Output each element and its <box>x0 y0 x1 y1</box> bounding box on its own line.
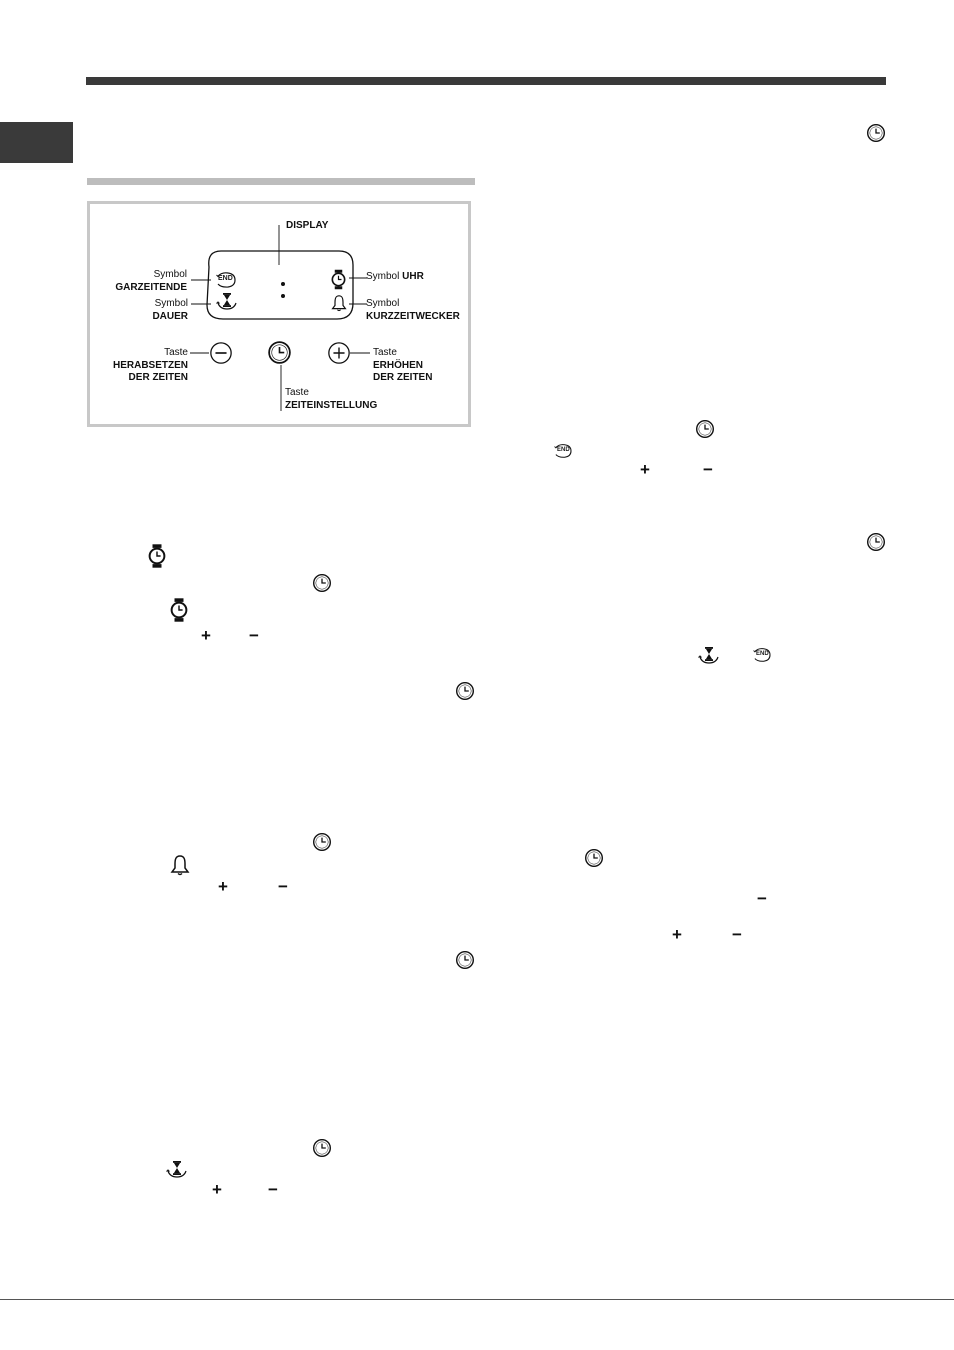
hourglass-icon <box>216 292 238 310</box>
herabsetzen-label <box>100 347 188 385</box>
bell-icon <box>170 854 190 876</box>
clock-button-icon <box>312 573 332 593</box>
symbol-word: Symbol <box>366 271 400 282</box>
language-tab <box>0 122 73 163</box>
bell-icon <box>331 294 347 312</box>
taste-word: Taste <box>164 347 188 358</box>
dauer-text: DAUER <box>152 310 188 322</box>
watch-icon <box>170 596 188 624</box>
hourglass-icon <box>166 1160 188 1178</box>
symbol-word: Symbol <box>154 298 188 309</box>
garzeitende-label <box>100 269 187 294</box>
erhoehen-line1: ERHÖHEN <box>373 359 424 371</box>
erhoehen-line2: DER ZEITEN <box>373 372 433 383</box>
hourglass-icon <box>698 646 720 664</box>
plus-symbol: + <box>672 925 682 944</box>
section-rule <box>87 178 475 185</box>
end-glyph: END <box>756 651 769 657</box>
plus-symbol: + <box>212 1180 222 1199</box>
dauer-label <box>100 298 188 323</box>
kurzzeitwecker-text: KURZZEITWECKER <box>366 310 460 322</box>
clock-button-icon <box>866 532 886 552</box>
minus-symbol: − <box>703 460 713 479</box>
clock-button-icon[interactable] <box>267 340 292 365</box>
plus-button-icon[interactable] <box>327 341 351 365</box>
display-label: DISPLAY <box>286 220 329 231</box>
plus-symbol: + <box>218 877 228 896</box>
clock-button-icon <box>866 123 886 143</box>
herabsetzen-line2: DER ZEITEN <box>128 372 188 383</box>
erhoehen-label <box>373 347 432 385</box>
minus-symbol: − <box>732 925 742 944</box>
watch-icon <box>148 542 166 570</box>
clock-button-icon <box>312 832 332 852</box>
uhr-text: UHR <box>402 271 424 282</box>
minus-button-icon[interactable] <box>209 341 233 365</box>
header-rule <box>86 77 886 85</box>
clock-button-icon <box>312 1138 332 1158</box>
symbol-word: Symbol <box>153 269 187 280</box>
zeiteinstellung-text: ZEITEINSTELLUNG <box>285 399 378 411</box>
taste-word: Taste <box>373 347 397 358</box>
symbol-word: Symbol <box>366 298 400 309</box>
end-glyph: END <box>557 447 570 453</box>
clock-button-icon <box>455 681 475 701</box>
herabsetzen-line1: HERABSETZEN <box>112 359 188 371</box>
footer-rule <box>0 1299 954 1300</box>
clock-button-icon <box>584 848 604 868</box>
clock-button-icon <box>695 419 715 439</box>
minus-symbol: − <box>268 1180 278 1199</box>
minus-symbol: − <box>757 889 767 908</box>
garzeitende-text: GARZEITENDE <box>115 281 187 293</box>
watch-icon <box>331 269 346 290</box>
kurzzeitwecker-label <box>366 298 460 323</box>
plus-symbol: + <box>201 626 211 645</box>
plus-symbol: + <box>640 460 650 479</box>
minus-symbol: − <box>278 877 288 896</box>
end-glyph: END <box>218 275 233 282</box>
zeiteinstellung-label <box>285 387 377 412</box>
clock-button-icon <box>455 950 475 970</box>
uhr-label <box>366 271 424 284</box>
taste-word: Taste <box>285 387 309 398</box>
minus-symbol: − <box>249 626 259 645</box>
